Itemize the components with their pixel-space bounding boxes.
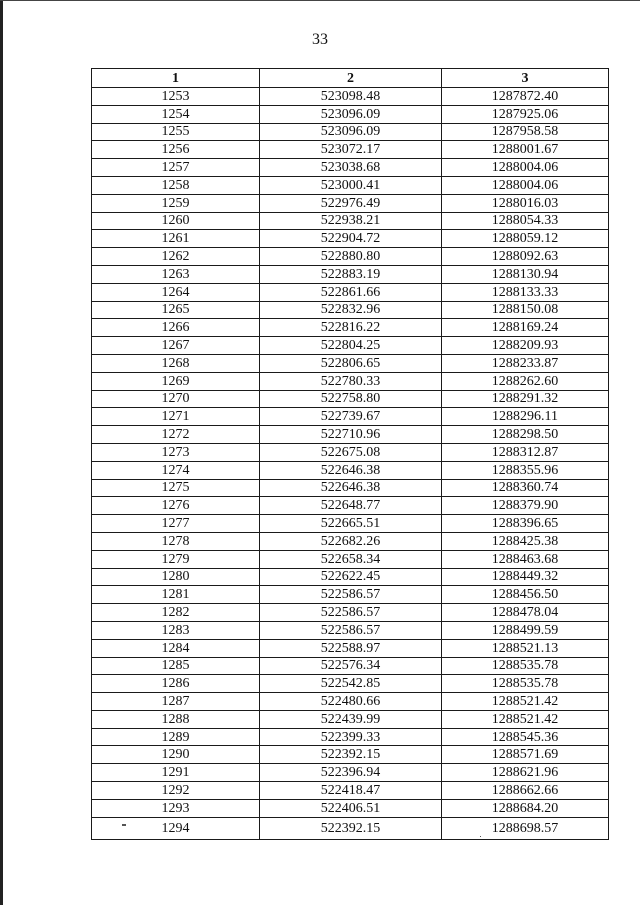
x-coordinate-cell: 522586.57 — [260, 621, 442, 639]
y-coordinate-cell: 1288456.50 — [442, 586, 609, 604]
y-coordinate-cell: 1288521.42 — [442, 710, 609, 728]
scan-edge-left — [0, 0, 3, 905]
y-coordinate-cell: 1288092.63 — [442, 248, 609, 266]
point-number-cell: 1293 — [92, 799, 260, 817]
point-number-cell: 1265 — [92, 301, 260, 319]
coordinates-table — [91, 68, 609, 840]
x-coordinate-cell: 522392.15 — [260, 817, 442, 839]
header-row — [92, 69, 609, 88]
point-number-cell: 1269 — [92, 372, 260, 390]
table-row — [92, 230, 609, 248]
point-number-cell: 1275 — [92, 479, 260, 497]
x-coordinate-cell: 522976.49 — [260, 194, 442, 212]
y-coordinate-cell: 1288004.06 — [442, 176, 609, 194]
point-number-cell: 1261 — [92, 230, 260, 248]
table-row — [92, 390, 609, 408]
point-number-cell: 1256 — [92, 141, 260, 159]
table-row — [92, 532, 609, 550]
y-coordinate-cell: 1288379.90 — [442, 497, 609, 515]
y-coordinate-cell: 1288054.33 — [442, 212, 609, 230]
x-coordinate-cell: 522710.96 — [260, 426, 442, 444]
table-row — [92, 764, 609, 782]
x-coordinate-cell: 522938.21 — [260, 212, 442, 230]
y-coordinate-cell: 1288016.03 — [442, 194, 609, 212]
x-coordinate-cell: 522406.51 — [260, 799, 442, 817]
point-number-cell: 1264 — [92, 283, 260, 301]
table-row — [92, 408, 609, 426]
point-number-cell: 1253 — [92, 88, 260, 106]
column-header-3: 3 — [442, 69, 609, 88]
y-coordinate-cell: 1288169.24 — [442, 319, 609, 337]
x-coordinate-cell: 522576.34 — [260, 657, 442, 675]
y-coordinate-cell: 1288360.74 — [442, 479, 609, 497]
y-coordinate-cell: 1288535.78 — [442, 657, 609, 675]
y-coordinate-cell: 1288521.13 — [442, 639, 609, 657]
x-coordinate-cell: 522758.80 — [260, 390, 442, 408]
table-row — [92, 479, 609, 497]
scan-speck — [480, 836, 481, 837]
x-coordinate-cell: 522439.99 — [260, 710, 442, 728]
table-row — [92, 728, 609, 746]
x-coordinate-cell: 522780.33 — [260, 372, 442, 390]
table-row — [92, 141, 609, 159]
x-coordinate-cell: 522399.33 — [260, 728, 442, 746]
table-row — [92, 372, 609, 390]
y-coordinate-cell: 1288059.12 — [442, 230, 609, 248]
y-coordinate-cell: 1288499.59 — [442, 621, 609, 639]
table-row — [92, 194, 609, 212]
table-row — [92, 105, 609, 123]
table-row — [92, 639, 609, 657]
point-number-cell: 1277 — [92, 515, 260, 533]
column-header-2: 2 — [260, 69, 442, 88]
point-number-cell: 1263 — [92, 265, 260, 283]
scan-speck — [122, 824, 126, 826]
point-number-cell: 1274 — [92, 461, 260, 479]
y-coordinate-cell: 1288209.93 — [442, 337, 609, 355]
point-number-cell: 1282 — [92, 604, 260, 622]
y-coordinate-cell: 1288296.11 — [442, 408, 609, 426]
point-number-cell: 1292 — [92, 782, 260, 800]
column-header-1: 1 — [92, 69, 260, 88]
point-number-cell: 1288 — [92, 710, 260, 728]
x-coordinate-cell: 522622.45 — [260, 568, 442, 586]
table-row — [92, 621, 609, 639]
y-coordinate-cell: 1288133.33 — [442, 283, 609, 301]
table-row — [92, 710, 609, 728]
table-row — [92, 799, 609, 817]
point-number-cell: 1272 — [92, 426, 260, 444]
point-number-cell: 1262 — [92, 248, 260, 266]
table-row — [92, 675, 609, 693]
x-coordinate-cell: 522396.94 — [260, 764, 442, 782]
x-coordinate-cell: 522880.80 — [260, 248, 442, 266]
y-coordinate-cell: 1287958.58 — [442, 123, 609, 141]
x-coordinate-cell: 522861.66 — [260, 283, 442, 301]
scan-edge-top — [0, 0, 640, 1]
x-coordinate-cell: 522658.34 — [260, 550, 442, 568]
x-coordinate-cell: 523098.48 — [260, 88, 442, 106]
x-coordinate-cell: 522832.96 — [260, 301, 442, 319]
x-coordinate-cell: 522392.15 — [260, 746, 442, 764]
y-coordinate-cell: 1287872.40 — [442, 88, 609, 106]
x-coordinate-cell: 522542.85 — [260, 675, 442, 693]
point-number-cell: 1257 — [92, 159, 260, 177]
y-coordinate-cell: 1288425.38 — [442, 532, 609, 550]
point-number-cell: 1266 — [92, 319, 260, 337]
page-number: 33 — [312, 31, 328, 48]
y-coordinate-cell: 1287925.06 — [442, 105, 609, 123]
x-coordinate-cell: 522883.19 — [260, 265, 442, 283]
table-row — [92, 248, 609, 266]
point-number-cell: 1259 — [92, 194, 260, 212]
x-coordinate-cell: 522586.57 — [260, 604, 442, 622]
x-coordinate-cell: 523000.41 — [260, 176, 442, 194]
point-number-cell: 1278 — [92, 532, 260, 550]
y-coordinate-cell: 1288684.20 — [442, 799, 609, 817]
table-row — [92, 283, 609, 301]
y-coordinate-cell: 1288233.87 — [442, 354, 609, 372]
table-body — [92, 88, 609, 840]
x-coordinate-cell: 523096.09 — [260, 123, 442, 141]
x-coordinate-cell: 522665.51 — [260, 515, 442, 533]
x-coordinate-cell: 522904.72 — [260, 230, 442, 248]
point-number-cell: 1258 — [92, 176, 260, 194]
table-row — [92, 354, 609, 372]
table-row — [92, 426, 609, 444]
y-coordinate-cell: 1288355.96 — [442, 461, 609, 479]
x-coordinate-cell: 522480.66 — [260, 693, 442, 711]
point-number-cell: 1271 — [92, 408, 260, 426]
table-row — [92, 337, 609, 355]
table-row — [92, 657, 609, 675]
y-coordinate-cell: 1288312.87 — [442, 443, 609, 461]
table-row — [92, 817, 609, 839]
point-number-cell: 1268 — [92, 354, 260, 372]
table-row — [92, 782, 609, 800]
y-coordinate-cell: 1288545.36 — [442, 728, 609, 746]
x-coordinate-cell: 522816.22 — [260, 319, 442, 337]
table-row — [92, 497, 609, 515]
table-row — [92, 159, 609, 177]
x-coordinate-cell: 522418.47 — [260, 782, 442, 800]
x-coordinate-cell: 522646.38 — [260, 461, 442, 479]
point-number-cell: 1290 — [92, 746, 260, 764]
y-coordinate-cell: 1288535.78 — [442, 675, 609, 693]
table-row — [92, 693, 609, 711]
point-number-cell: 1270 — [92, 390, 260, 408]
x-coordinate-cell: 522804.25 — [260, 337, 442, 355]
x-coordinate-cell: 523072.17 — [260, 141, 442, 159]
y-coordinate-cell: 1288001.67 — [442, 141, 609, 159]
point-number-cell: 1286 — [92, 675, 260, 693]
y-coordinate-cell: 1288698.57 — [442, 817, 609, 839]
x-coordinate-cell: 522588.97 — [260, 639, 442, 657]
table-row — [92, 568, 609, 586]
y-coordinate-cell: 1288130.94 — [442, 265, 609, 283]
table-row — [92, 515, 609, 533]
y-coordinate-cell: 1288571.69 — [442, 746, 609, 764]
table-row — [92, 586, 609, 604]
table-row — [92, 461, 609, 479]
point-number-cell: 1276 — [92, 497, 260, 515]
x-coordinate-cell: 522646.38 — [260, 479, 442, 497]
point-number-cell: 1284 — [92, 639, 260, 657]
table-row — [92, 550, 609, 568]
y-coordinate-cell: 1288150.08 — [442, 301, 609, 319]
y-coordinate-cell: 1288463.68 — [442, 550, 609, 568]
y-coordinate-cell: 1288291.32 — [442, 390, 609, 408]
y-coordinate-cell: 1288621.96 — [442, 764, 609, 782]
table-row — [92, 176, 609, 194]
point-number-cell: 1285 — [92, 657, 260, 675]
table-row — [92, 123, 609, 141]
point-number-cell: 1260 — [92, 212, 260, 230]
point-number-cell: 1283 — [92, 621, 260, 639]
x-coordinate-cell: 523096.09 — [260, 105, 442, 123]
point-number-cell: 1291 — [92, 764, 260, 782]
table-row — [92, 88, 609, 106]
x-coordinate-cell: 522806.65 — [260, 354, 442, 372]
y-coordinate-cell: 1288478.04 — [442, 604, 609, 622]
x-coordinate-cell: 522675.08 — [260, 443, 442, 461]
point-number-cell: 1280 — [92, 568, 260, 586]
y-coordinate-cell: 1288262.60 — [442, 372, 609, 390]
table-row — [92, 265, 609, 283]
table-row — [92, 212, 609, 230]
point-number-cell: 1281 — [92, 586, 260, 604]
y-coordinate-cell: 1288298.50 — [442, 426, 609, 444]
point-number-cell: 1287 — [92, 693, 260, 711]
x-coordinate-cell: 522648.77 — [260, 497, 442, 515]
y-coordinate-cell: 1288449.32 — [442, 568, 609, 586]
table-row — [92, 443, 609, 461]
y-coordinate-cell: 1288662.66 — [442, 782, 609, 800]
point-number-cell: 1289 — [92, 728, 260, 746]
x-coordinate-cell: 522682.26 — [260, 532, 442, 550]
point-number-cell: 1294 — [92, 817, 260, 839]
table-row — [92, 301, 609, 319]
point-number-cell: 1267 — [92, 337, 260, 355]
point-number-cell: 1273 — [92, 443, 260, 461]
x-coordinate-cell: 523038.68 — [260, 159, 442, 177]
y-coordinate-cell: 1288521.42 — [442, 693, 609, 711]
x-coordinate-cell: 522586.57 — [260, 586, 442, 604]
x-coordinate-cell: 522739.67 — [260, 408, 442, 426]
table-row — [92, 746, 609, 764]
point-number-cell: 1279 — [92, 550, 260, 568]
table-header — [92, 69, 609, 88]
table-row — [92, 319, 609, 337]
point-number-cell: 1255 — [92, 123, 260, 141]
y-coordinate-cell: 1288396.65 — [442, 515, 609, 533]
point-number-cell: 1254 — [92, 105, 260, 123]
table-row — [92, 604, 609, 622]
y-coordinate-cell: 1288004.06 — [442, 159, 609, 177]
